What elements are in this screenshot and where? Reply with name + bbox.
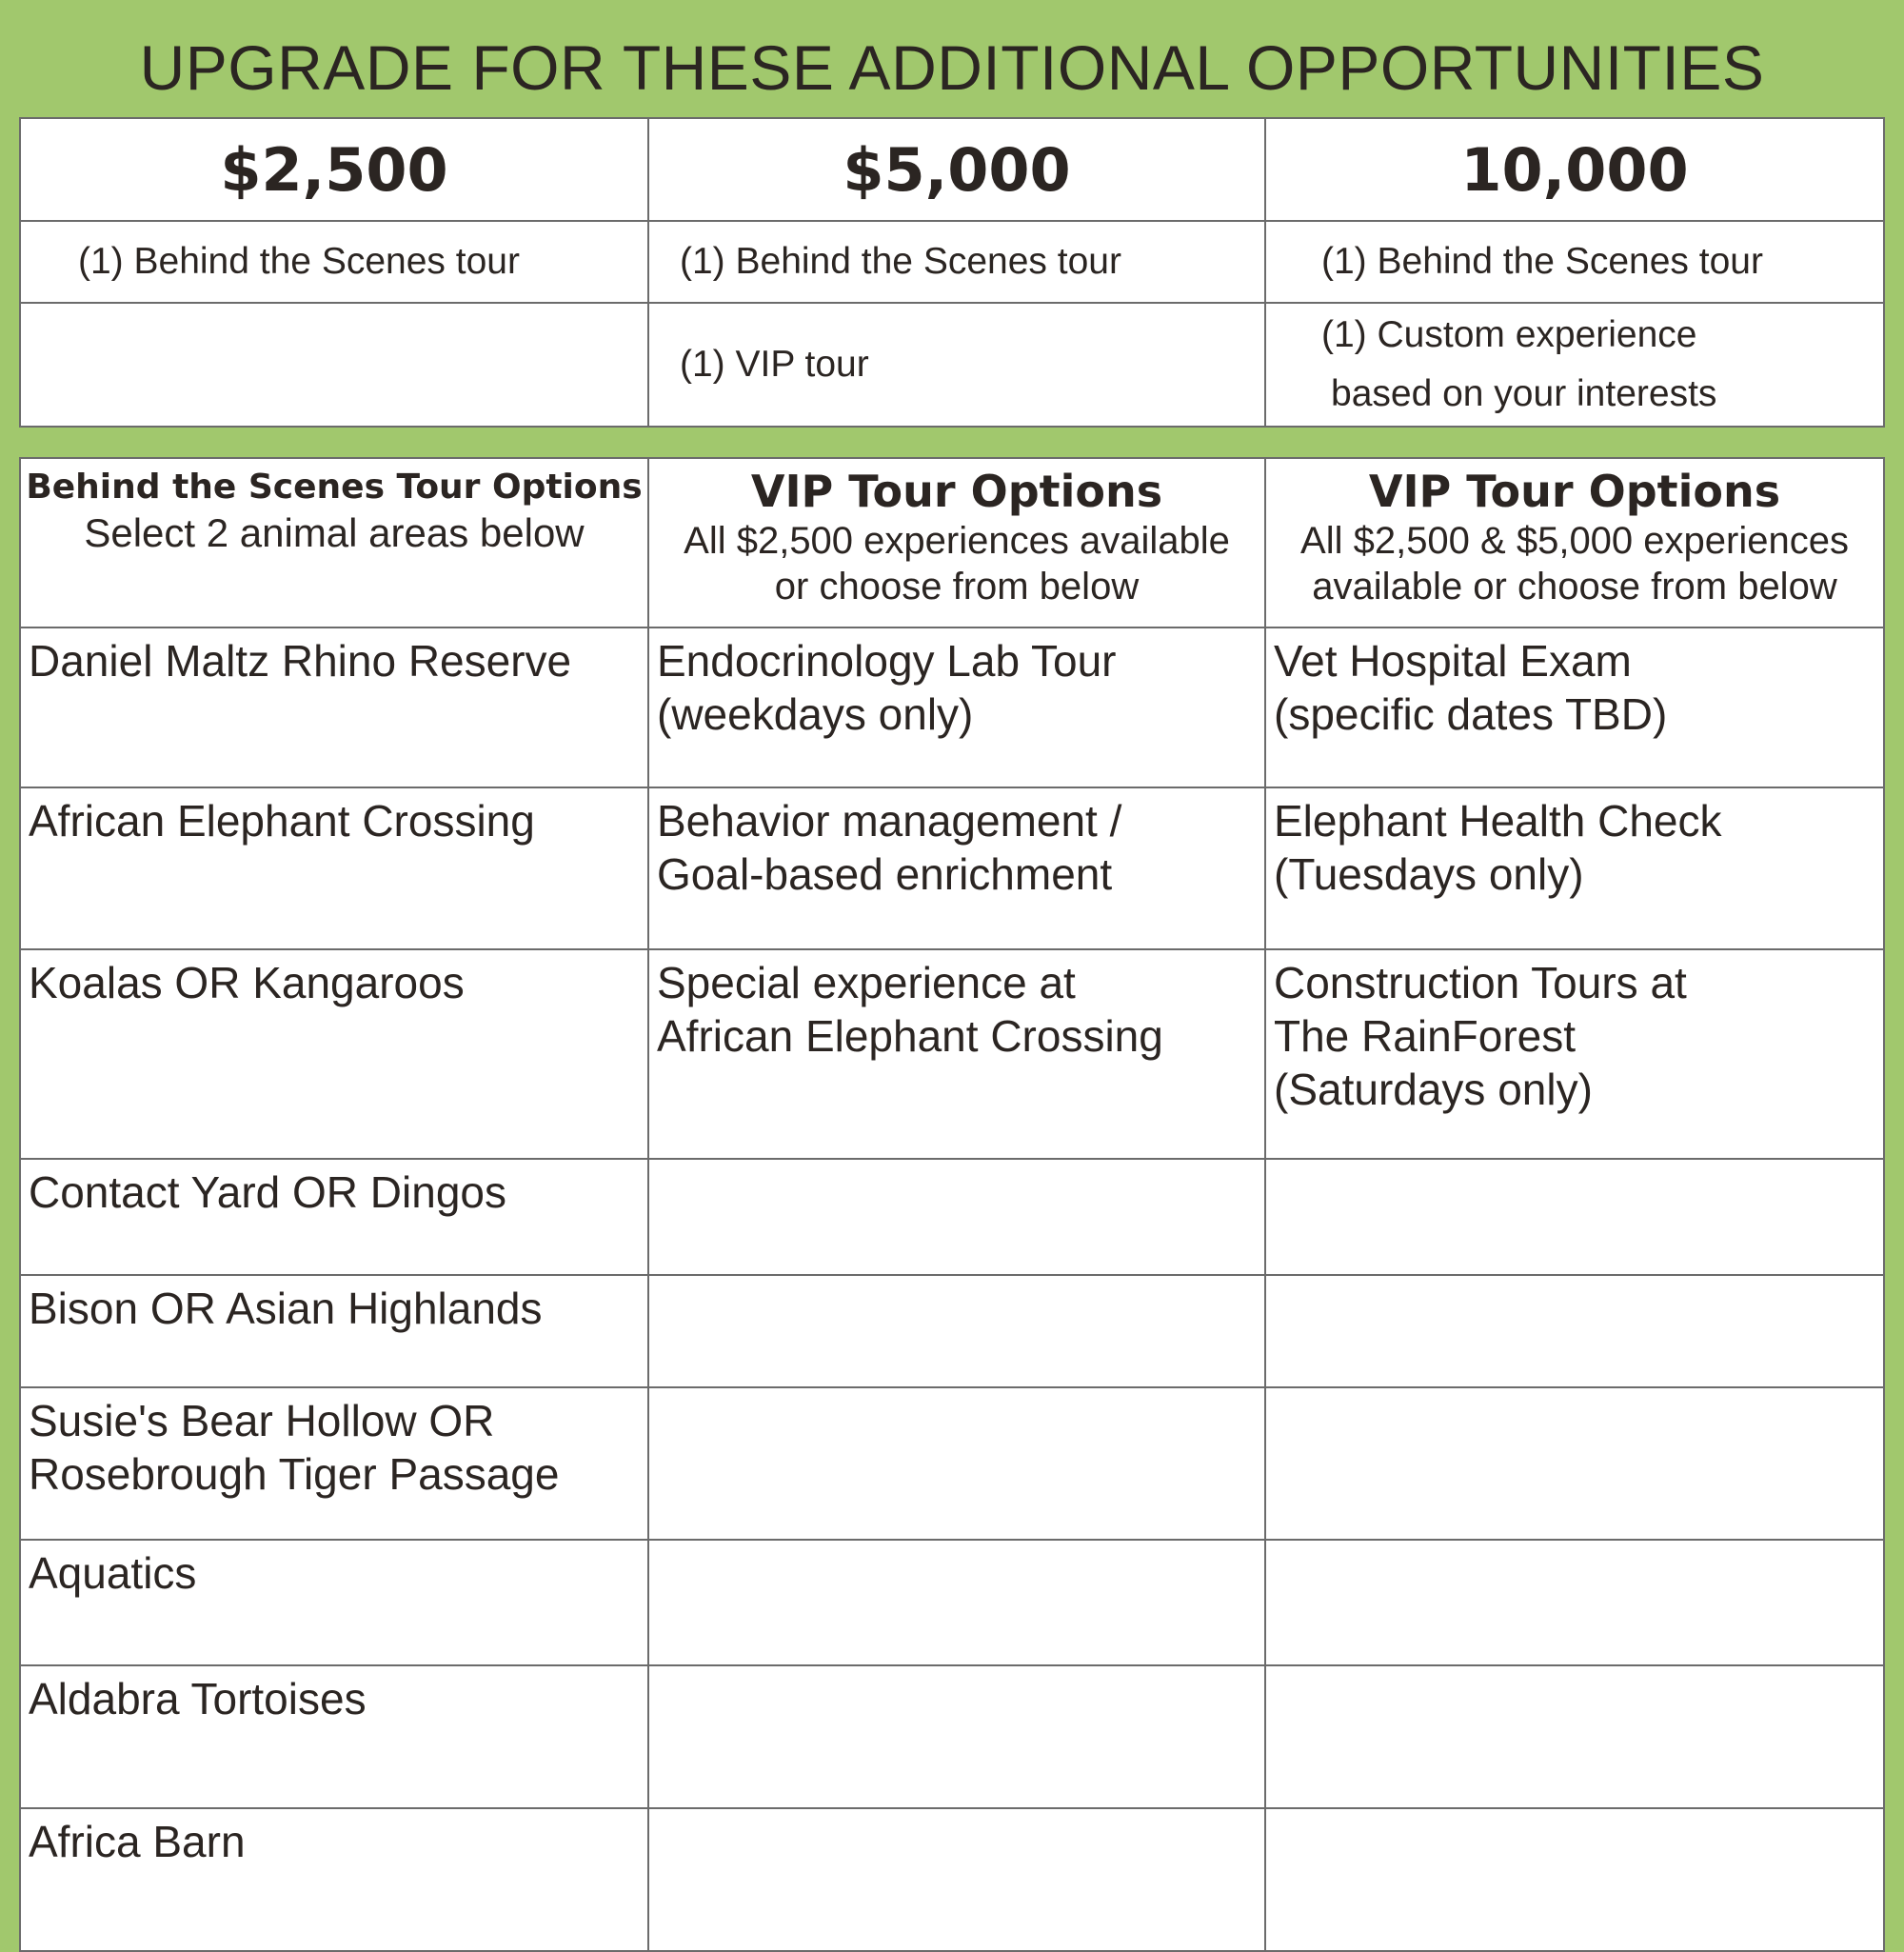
tier-benefit: (1) Behind the Scenes tour <box>648 221 1265 303</box>
animal-area-cell: Aldabra Tortoises <box>20 1665 648 1808</box>
benefit-row <box>20 303 1884 427</box>
options-header-title: Behind the Scenes Tour Options <box>26 468 643 507</box>
options-header-title: VIP Tour Options <box>750 466 1163 517</box>
tier-benefit-cell <box>1265 303 1884 427</box>
options-header-subtitle: All $2,500 experiences available <box>684 520 1230 562</box>
price-row <box>20 118 1884 221</box>
benefit-row <box>20 221 1884 303</box>
vip-option-cell: Endocrinology Lab Tour (weekdays only) <box>648 627 1265 787</box>
table-row <box>20 949 1884 1159</box>
pricing-table <box>19 117 1885 428</box>
options-header-title: VIP Tour Options <box>1368 466 1781 517</box>
options-header-subtitle: or choose from below <box>774 566 1140 608</box>
animal-area-cell: Bison OR Asian Highlands <box>20 1275 648 1387</box>
table-row <box>20 1808 1884 1951</box>
table-row <box>20 787 1884 949</box>
table-row <box>20 1159 1884 1275</box>
animal-area-cell: African Elephant Crossing <box>20 787 648 949</box>
vip-option-cell: Special experience at African Elephant Crossing <box>648 949 1265 1159</box>
animal-area-cell: Aquatics <box>20 1540 648 1665</box>
options-table <box>19 457 1885 1952</box>
options-header-subtitle: available or choose from below <box>1312 566 1837 608</box>
tier-benefit-empty <box>20 303 648 427</box>
vip-option-cell <box>648 1275 1265 1387</box>
options-header <box>1265 458 1884 627</box>
tier-benefit: (1) Behind the Scenes tour <box>1265 221 1884 303</box>
tier-price-10000: 10,000 <box>1265 118 1884 221</box>
vip-plus-option-cell <box>1265 1540 1884 1665</box>
vip-plus-option-cell <box>1265 1159 1884 1275</box>
options-header-row <box>20 458 1884 627</box>
tier-benefit: (1) Custom experience <box>1321 314 1697 355</box>
vip-option-cell <box>648 1387 1265 1540</box>
table-row <box>20 627 1884 787</box>
animal-area-cell: Contact Yard OR Dingos <box>20 1159 648 1275</box>
vip-plus-option-cell <box>1265 1808 1884 1951</box>
tier-price-2500: $2,500 <box>20 118 648 221</box>
vip-option-cell <box>648 1665 1265 1808</box>
tier-benefit: (1) Behind the Scenes tour <box>20 221 648 303</box>
options-header <box>648 458 1265 627</box>
table-row <box>20 1387 1884 1540</box>
tier-price-5000: $5,000 <box>648 118 1265 221</box>
options-body <box>20 627 1884 1951</box>
vip-plus-option-cell <box>1265 1665 1884 1808</box>
tier-benefit: (1) VIP tour <box>648 303 1265 427</box>
animal-area-cell: Daniel Maltz Rhino Reserve <box>20 627 648 787</box>
vip-plus-option-cell: Vet Hospital Exam (specific dates TBD) <box>1265 627 1884 787</box>
tier-benefit: based on your interests <box>1331 373 1717 414</box>
options-header-subtitle: All $2,500 & $5,000 experiences <box>1300 520 1849 562</box>
vip-plus-option-cell <box>1265 1275 1884 1387</box>
table-row <box>20 1540 1884 1665</box>
page-title: UPGRADE FOR THESE ADDITIONAL OPPORTUNITIES <box>139 32 1765 103</box>
animal-area-cell: Koalas OR Kangaroos <box>20 949 648 1159</box>
options-header <box>20 458 648 627</box>
vip-option-cell: Behavior management / Goal-based enrichment <box>648 787 1265 949</box>
vip-plus-option-cell <box>1265 1387 1884 1540</box>
animal-area-cell: Africa Barn <box>20 1808 648 1951</box>
vip-option-cell <box>648 1808 1265 1951</box>
table-row <box>20 1665 1884 1808</box>
animal-area-cell: Susie's Bear Hollow OR Rosebrough Tiger Passage <box>20 1387 648 1540</box>
vip-option-cell <box>648 1540 1265 1665</box>
options-header-subtitle: Select 2 animal areas below <box>84 510 585 555</box>
table-row <box>20 1275 1884 1387</box>
vip-plus-option-cell: Elephant Health Check (Tuesdays only) <box>1265 787 1884 949</box>
vip-option-cell <box>648 1159 1265 1275</box>
vip-plus-option-cell: Construction Tours at The RainForest (Saturdays only) <box>1265 949 1884 1159</box>
